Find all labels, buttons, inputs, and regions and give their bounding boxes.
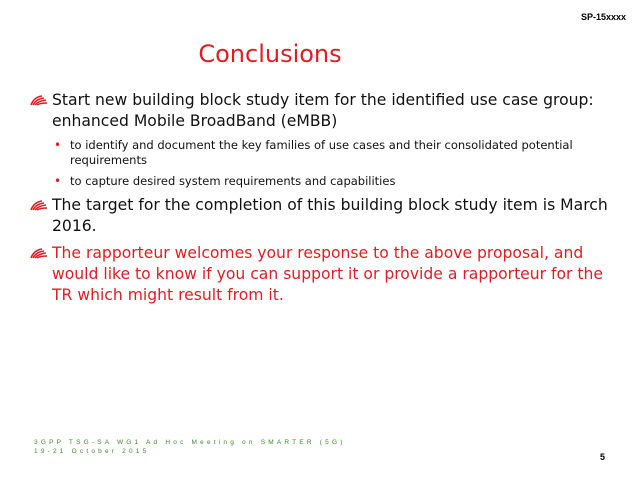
page-number: 5 [599,452,605,462]
sub-bullet-item [30,174,620,189]
sub-bullet-item [30,138,620,168]
slide-title: Conclusions [198,40,342,68]
footer-line-2: 19-21 October 2015 [34,448,150,455]
bullet-list [30,90,620,312]
footer-line-1: 3GPP TSG-SA WG1 Ad Hoc Meeting on SMARTER (5G) [34,439,346,446]
bullet-text: The target for the completion of this building block study item is March 2016. [52,196,608,235]
sub-bullet-text: to identify and document the key families of use cases and their consolidated potential requirements [70,138,573,167]
bullet-text: The rapporteur welcomes your response to the above proposal, and would like to know if you can support it or provide a rapporteur for the TR which might result from it. [52,244,604,304]
bullet-item [30,90,620,132]
swirl-bullet-icon [30,246,48,260]
bullet-item [30,195,620,237]
bullet-item [30,243,620,306]
dot-bullet-icon: • [54,174,62,188]
swirl-bullet-icon [30,93,48,107]
sub-bullet-text: to capture desired system requirements and capabilities [70,174,396,188]
bullet-text: Start new building block study item for the identified use case group: enhanced Mobile BroadBand (eMBB) [52,91,594,130]
footer-meeting-info [34,438,346,456]
swirl-bullet-icon [30,198,48,212]
dot-bullet-icon: • [54,138,62,152]
document-id: SP-15xxxx [580,12,626,22]
sub-bullet-list [30,138,620,189]
